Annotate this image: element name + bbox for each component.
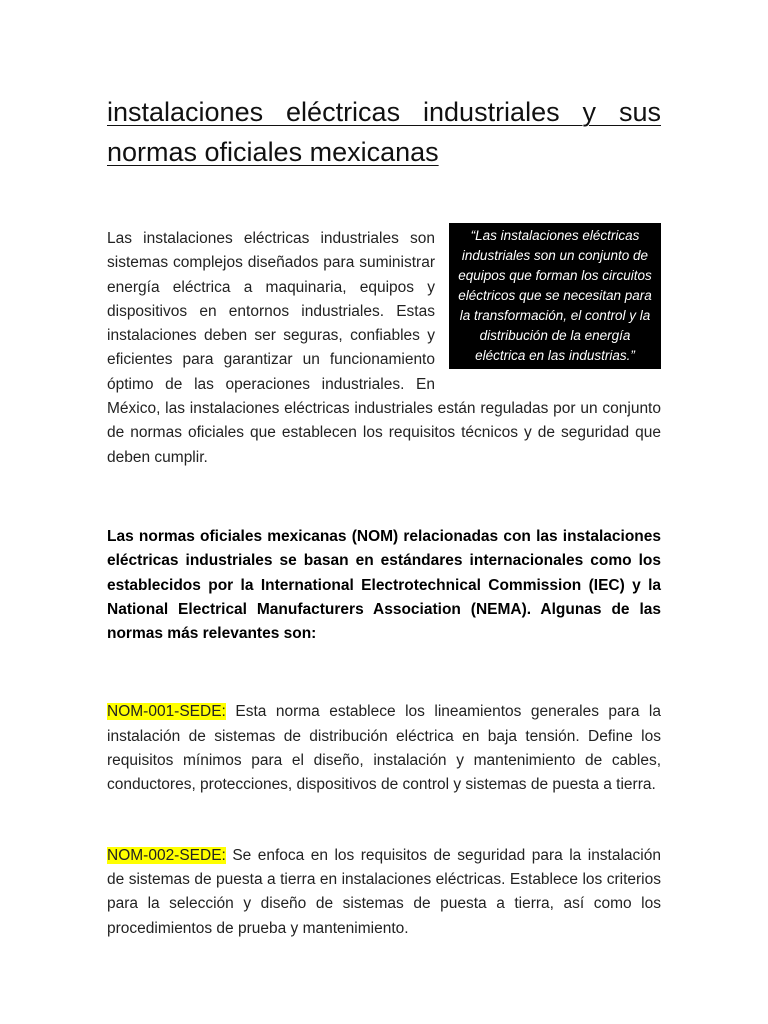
norm-code-highlight: NOM-001-SEDE: xyxy=(107,703,226,721)
document-title: instalaciones eléctricas industriales y sus normas oficiales mexicanas xyxy=(107,97,661,167)
nom-intro-paragraph: Las normas oficiales mexicanas (NOM) relacionadas con las instalaciones eléctricas industriales se basan en estándares internacionales como los establecidos por la International Electrotechnical Commission (IEC) y la National Electrical Manufacturers Association (NEMA). Algunas de las normas más relevantes son: xyxy=(107,527,661,643)
intro-text: Las instalaciones eléctricas industriales son sistemas complejos diseñados para suministrar energía eléctrica a maquinaria, equipos y dispositivos en entornos industriales. Estas instalaciones deben ser seguras, confiables y eficientes para garantizar un funcionamiento óptimo de las operaciones industriales. En México, las instalaciones eléctricas industriales están reguladas por un conjunto de normas oficiales que establecen los requisitos técnicos y de seguridad que deben cumplir. xyxy=(107,230,661,466)
norm-description: Esta norma establece los lineamientos generales para la instalación de sistemas de distribución eléctrica en baja tensión. Define los requisitos mínimos para el diseño, instalación y mantenimiento de cables, conductores, protecciones, dispositivos de control y sistemas de puesta a tierra. xyxy=(107,703,661,794)
intro-paragraph xyxy=(107,227,661,470)
norm-item-nom-001 xyxy=(107,700,661,797)
norm-code-highlight: NOM-002-SEDE: xyxy=(107,846,226,864)
norm-item-nom-002 xyxy=(107,844,661,941)
pull-quote-box: “Las instalaciones eléctricas industriales son un conjunto de equipos que forman los circuitos eléctricos que se necesitan para la transformación, el control y la distribución de la energía eléctrica en las industrias.” xyxy=(449,223,661,369)
document-page xyxy=(107,92,661,941)
norm-description: Se enfoca en los requisitos de seguridad para la instalación de sistemas de puesta a tierra en instalaciones eléctricas. Establece los criterios para la selección y diseño de sistemas de puesta a tierra, así como los procedimientos de prueba y mantenimiento. xyxy=(107,846,661,937)
